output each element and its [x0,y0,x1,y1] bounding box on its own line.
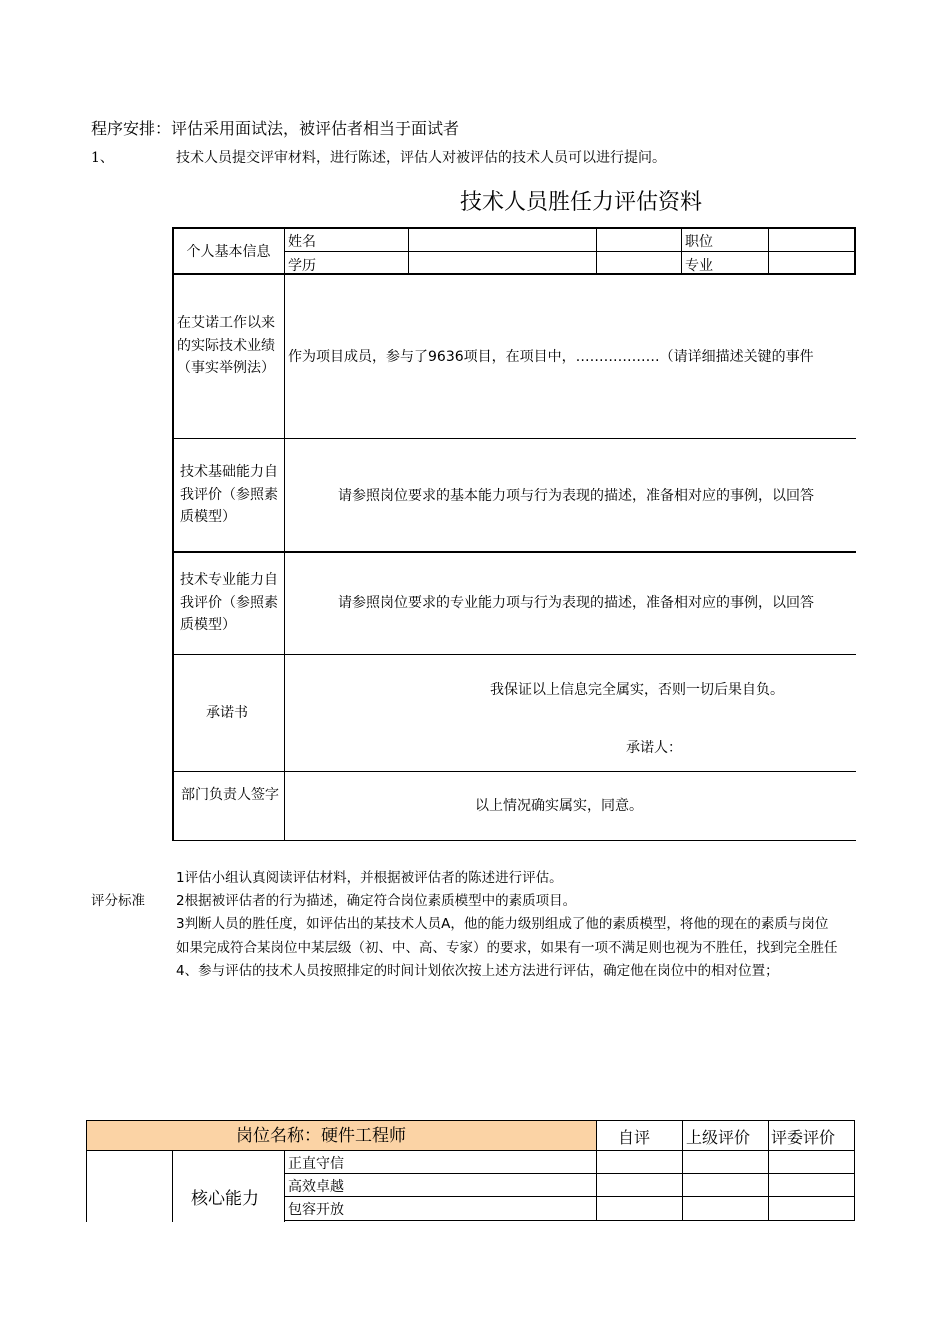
name-field[interactable] [410,229,595,250]
pledge-text: 我保证以上信息完全属实，否则一切后果自负。 [490,682,784,698]
score-self-1[interactable] [598,1152,681,1172]
score-superior-3[interactable] [684,1198,767,1219]
position-title: 岗位名称：硬件工程师 [236,1126,406,1146]
scoring-line-1: 1评估小组认真阅读评估材料，并根据被评估者的陈述进行评估。 [176,870,563,886]
step-number: 1、 [91,150,114,166]
basic-ability-text: 请参照岗位要求的基本能力项与行为表现的描述，准备相对应的事例，以回答 [338,488,814,504]
pledge-label: 承诺书 [206,705,248,721]
item-integrity: 正直守信 [288,1156,344,1172]
score-self-3[interactable] [598,1198,681,1219]
dept-sign-label: 部门负责人签字 [181,787,279,803]
education-label: 学历 [288,258,316,274]
major-label: 专业 [685,258,713,274]
step-text: 技术人员提交评审材料，进行陈述，评估人对被评估的技术人员可以进行提问。 [176,150,666,166]
major-field[interactable] [770,253,853,272]
score-committee-3[interactable] [770,1198,853,1219]
scoring-line-2: 2根据被评估者的行为描述，确定符合岗位素质模型中的素质项目。 [176,893,577,909]
col-superior: 上级评价 [686,1128,751,1147]
scoring-label: 评分标准 [91,893,145,909]
score-self-2[interactable] [598,1175,681,1195]
pro-ability-text: 请参照岗位要求的专业能力项与行为表现的描述，准备相对应的事例，以回答 [338,595,814,611]
name-extra-field[interactable] [598,229,680,250]
form-title: 技术人员胜任力评估资料 [460,190,703,215]
basic-ability-label: 技术基础能力自我评价（参照素质模型） [180,464,278,525]
education-extra-field[interactable] [598,253,680,272]
performance-label: 在艾诺工作以来的实际技术业绩（事实举例法） [177,315,275,376]
scoring-line-3: 3判断人员的胜任度，如评估出的某技术人员A，他的能力级别组成了他的素质模型，将他的现在的素质与岗位 [176,916,829,932]
item-efficiency: 高效卓越 [288,1179,344,1195]
score-superior-2[interactable] [684,1175,767,1195]
dept-sign-text: 以上情况确实属实，同意。 [475,798,643,814]
position-field[interactable] [770,229,853,250]
item-inclusiveness: 包容开放 [288,1202,344,1218]
score-superior-1[interactable] [684,1152,767,1172]
position-label: 职位 [685,234,713,250]
procedure-heading: 程序安排：评估采用面试法，被评估者相当于面试者 [91,119,460,138]
group-core-ability: 核心能力 [191,1189,259,1209]
score-committee-1[interactable] [770,1152,853,1172]
col-self: 自评 [618,1128,651,1147]
pledger-label: 承诺人： [626,740,682,756]
name-label: 姓名 [288,234,316,250]
basic-info-label: 个人基本信息 [186,244,271,260]
scoring-line-4: 如果完成符合某岗位中某层级（初、中、高、专家）的要求，如果有一项不满足则也视为不胜任，找到完全胜任 [176,940,838,956]
education-field[interactable] [410,253,595,272]
col-committee: 评委评价 [771,1128,836,1147]
pro-ability-label: 技术专业能力自我评价（参照素质模型） [180,572,278,633]
performance-text: 作为项目成员，参与了9636项目，在项目中，………………（请详细描述关键的事件 [288,349,814,365]
scoring-line-5: 4、参与评估的技术人员按照排定的时间计划依次按上述方法进行评估，确定他在岗位中的相对位置； [176,963,779,979]
score-committee-2[interactable] [770,1175,853,1195]
